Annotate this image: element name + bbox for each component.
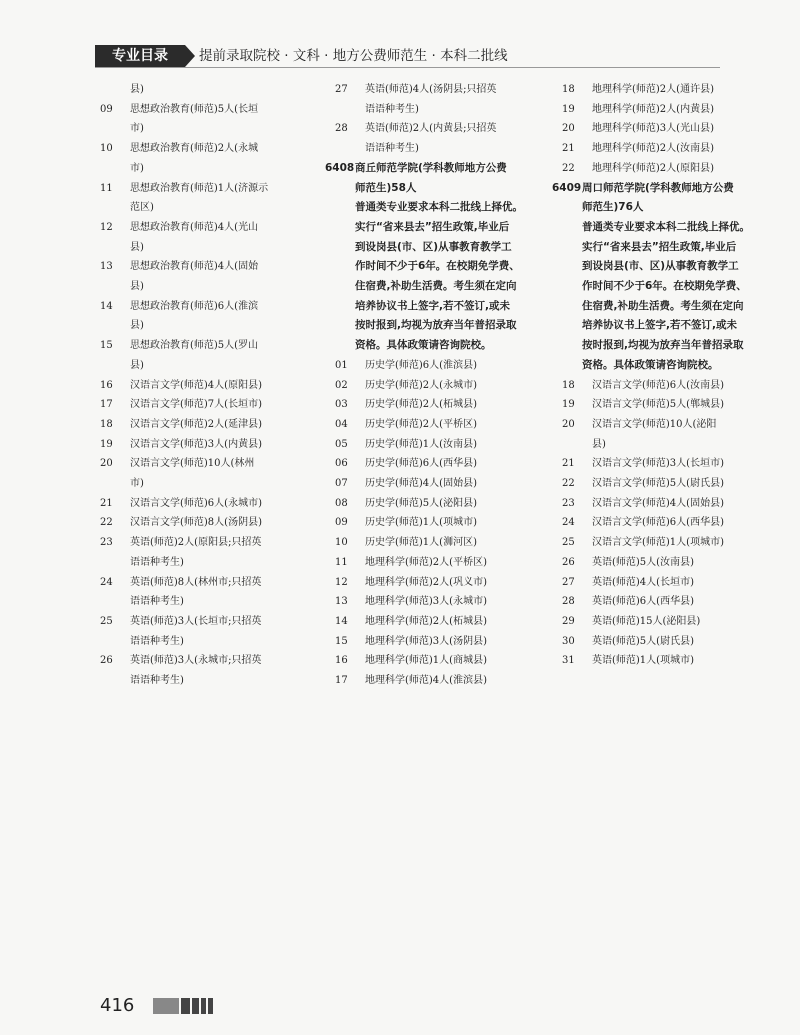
item-number: 26	[100, 655, 113, 667]
item-text: 历史学(师范)2人(柘城县)	[365, 399, 477, 411]
institution-name: 商丘师范学院(学科教师地方公费	[355, 161, 507, 174]
item-text: 汉语言文学(师范)3人(长垣市)	[592, 458, 724, 470]
list-item	[562, 513, 772, 533]
item-number: 15	[100, 340, 113, 352]
item-number: 09	[100, 103, 113, 115]
list-item	[100, 218, 322, 238]
list-item	[335, 119, 562, 139]
item-text-continued: 语语种考生)	[130, 596, 184, 608]
item-number: 06	[335, 458, 348, 470]
footer-bar-5	[208, 998, 213, 1014]
item-number: 20	[100, 458, 113, 470]
list-item	[562, 573, 772, 593]
admission-note: 实行“省来县去”招生政策,毕业后	[355, 220, 510, 233]
item-text-continued: 市)	[130, 123, 144, 135]
item-text: 历史学(师范)6人(西华县)	[365, 458, 477, 470]
item-number: 16	[100, 379, 113, 391]
item-number: 31	[562, 655, 575, 667]
item-number: 22	[562, 478, 575, 490]
item-number: 09	[335, 517, 348, 529]
item-text: 汉语言文学(师范)4人(原阳县)	[130, 379, 262, 391]
list-item	[100, 651, 322, 671]
list-item	[562, 494, 772, 514]
item-number: 20	[562, 123, 575, 135]
column-2	[325, 80, 562, 691]
list-item	[562, 395, 772, 415]
list-item	[335, 376, 562, 396]
item-text: 汉语言文学(师范)10人(林州	[130, 458, 255, 470]
item-text: 汉语言文学(师范)6人(永城市)	[130, 497, 262, 509]
item-number: 21	[562, 458, 575, 470]
item-number: 25	[100, 615, 113, 627]
item-number: 10	[100, 143, 113, 155]
item-text: 汉语言文学(师范)3人(内黄县)	[130, 438, 262, 450]
item-number: 13	[335, 596, 348, 608]
header-title: 提前录取院校 · 文科 · 地方公费师范生 · 本科二批线	[199, 48, 508, 64]
item-text: 地理科学(师范)2人(柘城县)	[365, 615, 487, 627]
item-text: 汉语言文学(师范)8人(汤阴县)	[130, 517, 262, 529]
list-item	[335, 454, 562, 474]
item-text: 思想政治教育(师范)5人(长垣	[130, 103, 259, 115]
item-number: 17	[100, 399, 113, 411]
item-text-continued: 市)	[130, 478, 144, 490]
footer-bar-2	[181, 998, 190, 1014]
item-text: 地理科学(师范)3人(汤阴县)	[365, 635, 487, 647]
item-number: 27	[335, 84, 348, 95]
item-number: 10	[335, 537, 348, 549]
item-number: 28	[335, 123, 348, 135]
admission-note: 住宿费,补助生活费。考生须在定向	[582, 299, 744, 312]
institution-name-continued: 师范生)76人	[582, 201, 644, 214]
admission-note: 到设岗县(市、区)从事教育教学工	[582, 260, 739, 273]
list-item	[100, 513, 322, 533]
institution-heading	[325, 159, 562, 179]
item-number: 08	[335, 497, 348, 509]
admission-note: 培养协议书上签字,若不签订,或未	[582, 319, 737, 332]
item-text: 历史学(师范)2人(平桥区)	[365, 418, 477, 430]
list-item	[562, 80, 772, 100]
column-3	[552, 80, 772, 671]
item-number: 11	[100, 182, 113, 194]
item-number: 27	[562, 576, 575, 588]
item-text-continued: 语语种考生)	[365, 143, 419, 155]
item-text: 地理科学(师范)2人(内黄县)	[592, 103, 714, 115]
item-text-continued: 县)	[130, 359, 144, 371]
item-number: 01	[335, 359, 348, 371]
list-item	[100, 573, 322, 593]
item-text-continued: 语语种考生)	[130, 635, 184, 647]
list-item	[335, 533, 562, 553]
item-text: 地理科学(师范)3人(光山县)	[592, 123, 714, 135]
list-item	[100, 100, 322, 120]
list-item	[100, 494, 322, 514]
list-item	[335, 592, 562, 612]
list-item	[562, 376, 772, 396]
institution-name: 周口师范学院(学科教师地方公费	[582, 181, 734, 194]
item-text: 地理科学(师范)3人(永城市)	[365, 596, 487, 608]
item-text: 历史学(师范)2人(永城市)	[365, 379, 477, 391]
item-number: 23	[562, 497, 575, 509]
admission-note: 资格。具体政策请咨询院校。	[582, 358, 719, 371]
item-number: 22	[562, 162, 575, 174]
item-number: 12	[100, 221, 113, 233]
item-text: 思想政治教育(师范)2人(永城	[130, 143, 259, 155]
list-item	[335, 356, 562, 376]
institution-code: 6408	[325, 161, 355, 174]
admission-note: 作时间不少于6年。在校期免学费、	[582, 280, 747, 293]
list-item	[335, 415, 562, 435]
item-number: 05	[335, 438, 348, 450]
list-item	[335, 553, 562, 573]
item-number: 12	[335, 576, 348, 588]
list-item	[100, 139, 322, 159]
institution-code: 6409	[552, 181, 582, 194]
item-number: 14	[100, 300, 113, 312]
item-text: 思想政治教育(师范)1人(济源示	[130, 182, 269, 194]
item-number: 23	[100, 537, 113, 549]
item-text: 地理科学(师范)2人(汝南县)	[592, 143, 714, 155]
list-item	[100, 336, 322, 356]
item-number: 16	[335, 655, 348, 667]
item-number: 13	[100, 261, 113, 273]
item-text: 汉语言文学(师范)6人(西华县)	[592, 517, 724, 529]
item-text: 汉语言文学(师范)10人(泌阳	[592, 418, 717, 430]
list-item	[562, 533, 772, 553]
list-item	[335, 513, 562, 533]
item-number: 11	[335, 556, 348, 568]
item-text: 英语(师范)5人(汝南县)	[592, 556, 694, 568]
list-item	[562, 553, 772, 573]
item-number: 02	[335, 379, 348, 391]
item-text: 思想政治教育(师范)6人(淮滨	[130, 300, 259, 312]
list-item	[562, 632, 772, 652]
item-text-continued: 县)	[130, 281, 144, 293]
footer-bar-1	[153, 998, 179, 1014]
item-number: 15	[335, 635, 348, 647]
list-item	[335, 435, 562, 455]
item-number: 22	[100, 517, 113, 529]
item-text: 汉语言文学(师范)7人(长垣市)	[130, 399, 262, 411]
item-number: 14	[335, 615, 348, 627]
item-text: 历史学(师范)6人(淮滨县)	[365, 359, 477, 371]
item-text-continued: 范区)	[130, 202, 154, 214]
list-item	[562, 139, 772, 159]
item-number: 26	[562, 556, 575, 568]
admission-note: 作时间不少于6年。在校期免学费、	[355, 260, 520, 273]
item-text-continued: 县)	[130, 241, 144, 253]
admission-note: 普通类专业要求本科二批线上择优。	[582, 220, 750, 233]
spacer	[552, 198, 582, 218]
footer-bar-3	[192, 998, 199, 1014]
item-text: 汉语言文学(师范)4人(固始县)	[592, 497, 724, 509]
list-item	[562, 454, 772, 474]
list-item	[100, 454, 322, 474]
list-item	[100, 257, 322, 277]
list-item	[335, 651, 562, 671]
institution-heading-continued	[562, 198, 772, 218]
list-item	[562, 415, 772, 435]
list-item	[562, 474, 772, 494]
item-text-continued: 县)	[130, 320, 144, 332]
list-item	[100, 179, 322, 199]
item-text-continued: 县)	[592, 438, 606, 450]
item-number: 18	[562, 84, 575, 95]
item-text: 英语(师范)6人(西华县)	[592, 596, 694, 608]
item-text: 英语(师范)15人(泌阳县)	[592, 615, 701, 627]
item-number: 29	[562, 615, 575, 627]
item-text: 英语(师范)3人(长垣市;只招英	[130, 615, 262, 627]
item-text: 历史学(师范)1人(汝南县)	[365, 438, 477, 450]
admission-note: 实行“省来县去”招生政策,毕业后	[582, 240, 737, 253]
item-text: 汉语言文学(师范)6人(汝南县)	[592, 379, 724, 391]
item-text: 英语(师范)2人(原阳县;只招英	[130, 537, 262, 549]
page-number: 416	[100, 995, 135, 1016]
admission-note: 培养协议书上签字,若不签订,或未	[355, 299, 510, 312]
item-number: 19	[100, 438, 113, 450]
item-text: 地理科学(师范)2人(原阳县)	[592, 162, 714, 174]
list-item	[100, 376, 322, 396]
item-text: 地理科学(师范)1人(商城县)	[365, 655, 487, 667]
list-item	[562, 592, 772, 612]
admission-note: 资格。具体政策请咨询院校。	[355, 339, 492, 352]
spacer	[325, 179, 355, 199]
item-number: 03	[335, 399, 348, 411]
list-item	[100, 533, 322, 553]
list-item	[562, 612, 772, 632]
item-text: 英语(师范)4人(汤阴县;只招英	[365, 84, 497, 95]
item-text: 英语(师范)5人(尉氏县)	[592, 635, 694, 647]
list-item	[562, 119, 772, 139]
list-item	[335, 80, 562, 100]
item-number: 25	[562, 537, 575, 549]
item-number: 28	[562, 596, 575, 608]
item-text: 汉语言文学(师范)1人(项城市)	[592, 537, 724, 549]
item-text-continued: 语语种考生)	[365, 103, 419, 115]
list-item	[335, 474, 562, 494]
item-number: 18	[100, 418, 113, 430]
institution-name-continued: 师范生)58人	[355, 181, 417, 194]
item-number: 17	[335, 675, 348, 687]
item-number: 18	[562, 379, 575, 391]
list-item	[562, 651, 772, 671]
item-text: 历史学(师范)4人(固始县)	[365, 478, 477, 490]
admission-note: 按时报到,均视为放弃当年普招录取	[355, 319, 517, 332]
list-item	[100, 297, 322, 317]
admission-note: 按时报到,均视为放弃当年普招录取	[582, 339, 744, 352]
list-item	[100, 395, 322, 415]
item-text: 地理科学(师范)2人(巩义市)	[365, 576, 487, 588]
footer-bar-4	[201, 998, 206, 1014]
admission-note: 普通类专业要求本科二批线上择优。	[355, 201, 523, 214]
list-item	[335, 671, 562, 691]
item-text: 汉语言文学(师范)2人(延津县)	[130, 418, 262, 430]
item-text: 思想政治教育(师范)4人(光山	[130, 221, 259, 233]
item-text: 地理科学(师范)2人(通许县)	[592, 84, 714, 95]
item-text: 汉语言文学(师范)5人(郸城县)	[592, 399, 724, 411]
item-text: 历史学(师范)1人(项城市)	[365, 517, 477, 529]
item-number: 07	[335, 478, 348, 490]
list-item	[335, 612, 562, 632]
item-text: 英语(师范)4人(长垣市)	[592, 576, 694, 588]
item-text-continued: 语语种考生)	[130, 675, 184, 687]
item-number: 21	[100, 497, 113, 509]
list-item	[335, 632, 562, 652]
list-item	[562, 159, 772, 179]
list-item	[562, 100, 772, 120]
item-number: 24	[562, 517, 575, 529]
institution-heading	[552, 179, 772, 199]
item-text: 地理科学(师范)2人(平桥区)	[365, 556, 487, 568]
institution-heading-continued	[335, 179, 562, 199]
item-number: 24	[100, 576, 113, 588]
item-text: 历史学(师范)1人(浉河区)	[365, 537, 477, 549]
item-text: 英语(师范)2人(内黄县;只招英	[365, 123, 497, 135]
list-item	[335, 395, 562, 415]
item-number: 04	[335, 418, 348, 430]
list-item	[335, 494, 562, 514]
list-item	[100, 435, 322, 455]
item-text: 汉语言文学(师范)5人(尉氏县)	[592, 478, 724, 490]
item-number: 19	[562, 103, 575, 115]
admission-note: 到设岗县(市、区)从事教育教学工	[355, 240, 512, 253]
list-item	[100, 415, 322, 435]
header-rule	[95, 67, 720, 68]
item-text: 历史学(师范)5人(泌阳县)	[365, 497, 477, 509]
list-item	[335, 573, 562, 593]
item-number: 21	[562, 143, 575, 155]
item-text-continued: 市)	[130, 162, 144, 174]
item-text: 地理科学(师范)4人(淮滨县)	[365, 675, 487, 687]
continued-text: 县)	[130, 84, 144, 95]
item-text: 英语(师范)1人(项城市)	[592, 655, 694, 667]
list-item	[100, 612, 322, 632]
item-text: 英语(师范)8人(林州市;只招英	[130, 576, 262, 588]
admission-note: 住宿费,补助生活费。考生须在定向	[355, 280, 517, 293]
item-number: 30	[562, 635, 575, 647]
section-tag: 专业目录	[95, 45, 185, 67]
item-text: 思想政治教育(师范)5人(罗山	[130, 340, 259, 352]
item-text: 英语(师范)3人(永城市;只招英	[130, 655, 262, 667]
item-text-continued: 语语种考生)	[130, 556, 184, 568]
item-number: 19	[562, 399, 575, 411]
item-number: 20	[562, 418, 575, 430]
item-text: 思想政治教育(师范)4人(固始	[130, 261, 259, 273]
column-1	[100, 80, 322, 691]
page-header	[95, 45, 720, 67]
